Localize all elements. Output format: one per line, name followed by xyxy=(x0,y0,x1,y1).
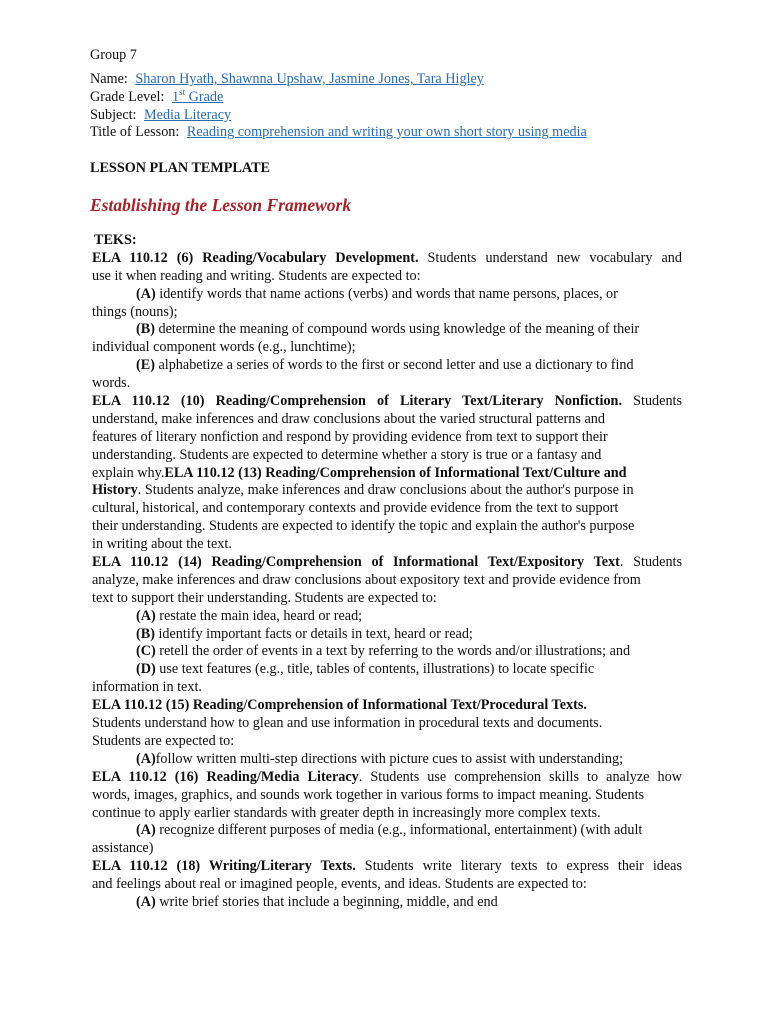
text-run: things (nouns); xyxy=(92,303,178,320)
text-run: Students xyxy=(622,393,682,410)
teks-line xyxy=(92,250,682,268)
teks-line xyxy=(92,626,682,644)
teks-line xyxy=(92,482,682,500)
teks-line xyxy=(92,822,682,840)
grade-word: Grade xyxy=(185,89,224,105)
bold-run: (C) xyxy=(136,643,156,660)
teks-line xyxy=(92,304,682,322)
text-run: explain why. xyxy=(92,464,165,481)
teks-line xyxy=(92,858,682,876)
text-run: their understanding. Students are expected to identify the topic and explain the author's purpose xyxy=(92,518,635,535)
text-run: Students are expected to: xyxy=(92,732,235,749)
text-run: . Students analyze, make inferences and draw conclusions about the author's purpose in xyxy=(137,482,634,499)
grade-row xyxy=(90,89,223,106)
text-run: identify important facts or details in text, heard or read; xyxy=(154,625,473,642)
bold-run: ELA 110.12 (14) Reading/Comprehension of Informational Text/Expository Text xyxy=(92,554,620,571)
teks-line xyxy=(92,679,682,697)
subject-row xyxy=(90,107,231,124)
name-row xyxy=(90,71,484,88)
teks-line xyxy=(92,661,682,679)
text-run: identify words that name actions (verbs) and words that name persons, places, or xyxy=(155,285,618,302)
teks-line xyxy=(92,733,682,751)
bold-run: ELA 110.12 (6) Reading/Vocabulary Development. xyxy=(92,249,419,266)
teks-label: TEKS: xyxy=(94,232,137,248)
teks-line xyxy=(92,876,682,894)
teks-line xyxy=(92,751,682,769)
text-run: and feelings about real or imagined people, events, and ideas. Students are expected to: xyxy=(92,876,587,893)
bold-run: (D) xyxy=(136,661,156,678)
text-run: . Students xyxy=(619,554,682,571)
bold-run: (A) xyxy=(136,822,156,839)
bold-run: ELA 110.12 (13) Reading/Comprehension of Informational Text/Culture and xyxy=(164,464,627,481)
teks-line xyxy=(92,769,682,787)
text-run: write brief stories that include a beginning, middle, and end xyxy=(155,893,498,910)
bold-run: (A) xyxy=(136,750,156,767)
teks-line xyxy=(92,447,682,465)
teks-line xyxy=(92,787,682,805)
bold-run: (A) xyxy=(136,285,156,302)
framework-heading: Establishing the Lesson Framework xyxy=(90,195,352,215)
text-run: determine the meaning of compound words using knowledge of the meaning of their xyxy=(154,321,640,338)
text-run: retell the order of events in a text by referring to the words and/or illustrations; and xyxy=(155,643,631,660)
text-run: features of literary nonfiction and respond by providing evidence from text to support their xyxy=(92,428,608,445)
teks-line xyxy=(92,411,682,429)
teks-line xyxy=(92,590,682,608)
bold-run: (E) xyxy=(136,357,155,374)
teks-line xyxy=(92,339,682,357)
subject-label: Subject: xyxy=(90,107,137,123)
lesson-title-label: Title of Lesson: xyxy=(90,124,180,140)
text-run: cultural, historical, and contemporary contexts and provide evidence from the text to support xyxy=(92,500,619,517)
bold-run: ELA 110.12 (15) Reading/Comprehension of Informational Text/Procedural Texts. xyxy=(92,697,587,714)
text-run: Students understand how to glean and use information in procedural texts and documents. xyxy=(92,715,603,732)
grade-label: Grade Level: xyxy=(90,89,165,105)
text-run: Students understand new vocabulary and xyxy=(418,249,682,266)
teks-line xyxy=(92,268,682,286)
teks-line xyxy=(92,375,682,393)
text-run: use text features (e.g., title, tables of contents, illustrations) to locate specific xyxy=(155,661,595,678)
teks-line xyxy=(92,536,682,554)
subject-value[interactable]: Media Literacy xyxy=(144,107,232,123)
teks-line xyxy=(92,518,682,536)
bold-run: History xyxy=(92,482,138,499)
teks-line xyxy=(92,715,682,733)
bold-run: (A) xyxy=(136,607,156,624)
bold-run: (A) xyxy=(136,893,156,910)
text-run: understanding. Students are expected to determine whether a story is true or a fantasy and xyxy=(92,446,602,463)
teks-line xyxy=(92,357,682,375)
teks-line xyxy=(92,465,682,483)
teks-line xyxy=(92,840,682,858)
teks-body xyxy=(92,250,682,912)
text-run: in writing about the text. xyxy=(92,536,232,553)
teks-line xyxy=(92,393,682,411)
teks-line xyxy=(92,286,682,304)
text-run: restate the main idea, heard or read; xyxy=(155,607,363,624)
teks-line xyxy=(92,805,682,823)
teks-line xyxy=(92,500,682,518)
text-run: analyze, make inferences and draw conclusions about expository text and provide evidence from xyxy=(92,571,641,588)
teks-line xyxy=(92,894,682,912)
bold-run: ELA 110.12 (18) Writing/Literary Texts. xyxy=(92,858,356,875)
bold-run: ELA 110.12 (16) Reading/Media Literacy xyxy=(92,768,359,785)
bold-run: (B) xyxy=(136,625,155,642)
teks-line xyxy=(92,429,682,447)
text-run: use it when reading and writing. Students are expected to: xyxy=(92,267,421,284)
text-run: information in text. xyxy=(92,679,202,696)
text-run: words, images, graphics, and sounds work together in various forms to impact meaning. Students xyxy=(92,786,645,803)
grade-superscript: st xyxy=(179,87,186,97)
grade-number: 1 xyxy=(172,89,180,105)
text-run: follow written multi-step directions with picture cues to assist with understanding; xyxy=(155,750,624,767)
teks-line xyxy=(92,554,682,572)
lesson-title-row xyxy=(90,124,587,141)
lesson-plan-template-heading: LESSON PLAN TEMPLATE xyxy=(90,160,271,176)
teks-line xyxy=(92,643,682,661)
text-run: continue to apply earlier standards with greater depth in increasingly more complex texts. xyxy=(92,804,601,821)
text-run: . Students use comprehension skills to analyze how xyxy=(358,768,682,785)
teks-line xyxy=(92,321,682,339)
text-run: Students write literary texts to express their ideas xyxy=(355,858,682,875)
teks-line xyxy=(92,608,682,626)
teks-section xyxy=(92,232,682,912)
name-value[interactable]: Sharon Hyath, Shawnna Upshaw, Jasmine Jones, Tara Higley xyxy=(135,71,484,87)
teks-label-line xyxy=(92,232,682,250)
text-run: text to support their understanding. Students are expected to: xyxy=(92,589,437,606)
bold-run: (B) xyxy=(136,321,155,338)
text-run: recognize different purposes of media (e.g., informational, entertainment) (with adult xyxy=(155,822,643,839)
text-run: understand, make inferences and draw conclusions about the varied structural patterns and xyxy=(92,410,605,427)
text-run: alphabetize a series of words to the first or second letter and use a dictionary to find xyxy=(154,357,634,374)
lesson-title-value[interactable]: Reading comprehension and writing your own short story using media xyxy=(186,124,587,140)
text-run: assistance) xyxy=(92,840,154,857)
bold-run: ELA 110.12 (10) Reading/Comprehension of Literary Text/Literary Nonfiction. xyxy=(92,393,622,410)
name-label: Name: xyxy=(90,71,128,87)
grade-value[interactable] xyxy=(172,89,223,105)
group-label: Group 7 xyxy=(90,47,137,63)
text-run: words. xyxy=(92,375,131,392)
teks-line xyxy=(92,572,682,590)
teks-line xyxy=(92,697,682,715)
text-run: individual component words (e.g., lunchtime); xyxy=(92,339,356,356)
